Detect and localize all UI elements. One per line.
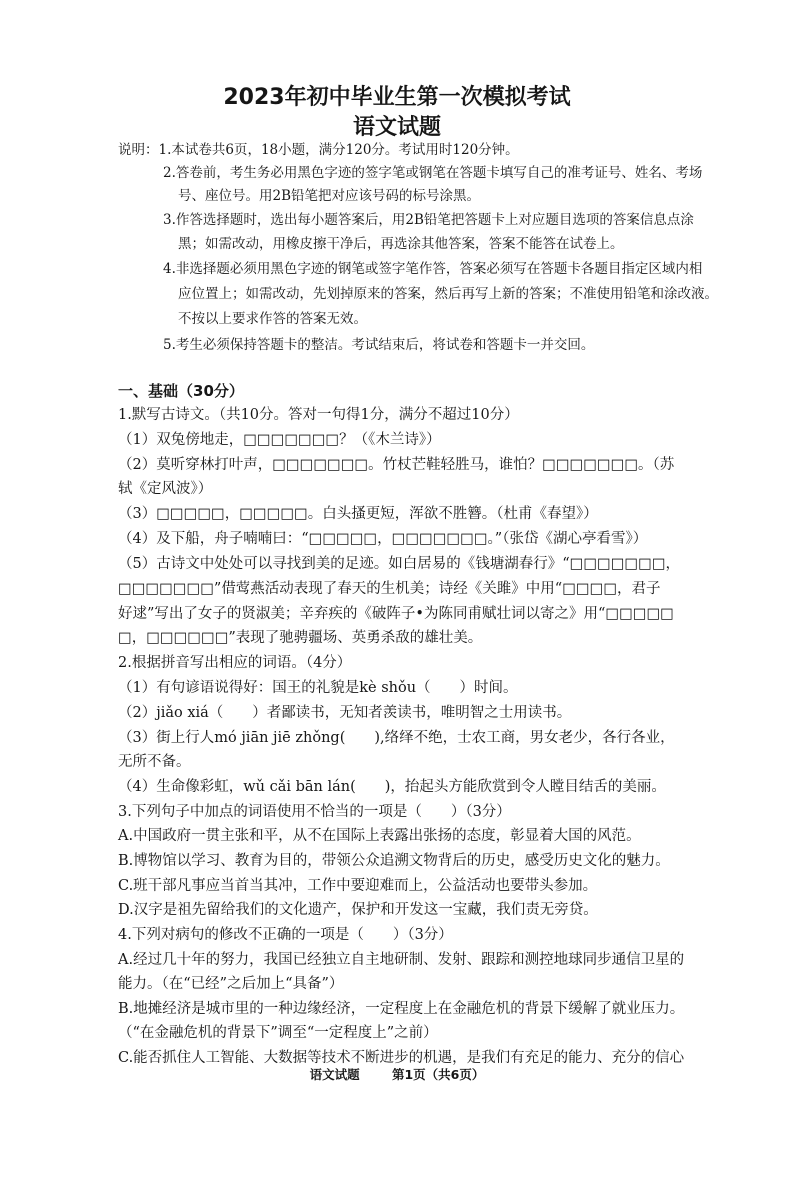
section-heading: 一、基础（30分） (118, 382, 244, 400)
instruction-line: 3.作答选择题时，选出每小题答案后，用2B铅笔把答题卡上对应题目选项的答案信息点涂 (163, 212, 694, 228)
instruction-line: 说明：1.本试卷共6页，18小题，满分120分。考试用时120分钟。 (118, 142, 519, 158)
text-line: （4）及下船，舟子喃喃曰：“□□□□□，□□□□□□□。”（张岱《湖心亭看雪》） (118, 531, 648, 547)
text-line: （2）莫听穿林打叶声，□□□□□□□。竹杖芒鞋轻胜马，谁怕？□□□□□□□。（苏 (118, 457, 675, 473)
text-line: A.中国政府一贯主张和平，从不在国际上表露出张扬的态度，彰显着大国的风范。 (118, 828, 641, 844)
exam-subtitle: 语文试题 (352, 115, 441, 140)
footer-subject: 语文试题 (309, 1067, 360, 1082)
text-line: A.经过几十年的努力，我国已经独立自主地研制、发射、跟踪和测控地球同步通信卫星的 (118, 952, 685, 968)
text-line: 能力。（在“已经”之后加上“具备”） (118, 976, 344, 992)
text-line: D.汉字是祖先留给我们的文化遗产，保护和开发这一宝藏，我们责无旁贷。 (118, 902, 598, 918)
text-line: 无所不备。 (118, 754, 191, 770)
instruction-line: 不按以上要求作答的答案无效。 (178, 311, 367, 327)
text-line: 2.根据拼音写出相应的词语。（4分） (118, 655, 352, 671)
text-line: 1.默写古诗文。（共10分。答对一句得1分，满分不超过10分） (118, 407, 519, 423)
text-line: （3）□□□□□，□□□□□。白头搔更短，浑欲不胜簪。（杜甫《春望》） (118, 506, 598, 522)
text-line: B.地摊经济是城市里的一种边缘经济，一定程度上在金融危机的背景下缓解了就业压力。 (118, 1001, 685, 1017)
text-line: （4）生命像彩虹，wǔ cǎi bān lán( )，抬起头方能欣赏到令人瞠目结舌的美丽。 (118, 779, 666, 795)
text-line: C.班干部凡事应当首当其冲，工作中要迎难而上，公益活动也要带头参加。 (118, 878, 598, 894)
instruction-line: 号、座位号。用2B铅笔把对应该号码的标号涂黑。 (178, 188, 481, 204)
text-line: 轼《定风波》） (118, 481, 213, 497)
instruction-line: 应位置上；如需改动，先划掉原来的答案，然后再写上新的答案；不准使用铅笔和涂改液。 (178, 286, 718, 302)
text-line: （1）有句谚语说得好：国王的礼貌是kè shǒu（ ）时间。 (118, 680, 518, 696)
instruction-line: 5.考生必须保持答题卡的整洁。考试结束后，将试卷和答题卡一并交回。 (163, 337, 595, 353)
exam-title: 2023年初中毕业生第一次模拟考试 (223, 85, 571, 110)
instruction-line: 2.答卷前，考生务必用黑色字迹的签字笔或钢笔在答题卡填写自己的准考证号、姓名、考场 (163, 165, 703, 181)
text-line: （2）jiǎo xiá（ ）者鄙读书，无知者羡读书，唯明智之士用读书。 (118, 705, 572, 721)
text-line: □，□□□□□□”表现了驰骋疆场、英勇杀敌的雄壮美。 (118, 630, 483, 646)
text-line: 4.下列对病句的修改不正确的一项是（ ）（3分） (118, 927, 453, 943)
text-line: （3）街上行人mó jiān jiē zhǒng( ),络绎不绝，士农工商，男女老少，各行各业， (118, 730, 675, 746)
text-line: B.博物馆以学习、教育为目的，带领公众追溯文物背后的历史，感受历史文化的魅力。 (118, 853, 670, 869)
instruction-line: 4.非选择题必须用黑色字迹的钢笔或签字笔作答，答案必须写在答题卡各题目指定区域内相 (163, 261, 703, 277)
text-line: （“在金融危机的背景下”调至“一定程度上”之前） (118, 1025, 438, 1041)
instruction-line: 黑；如需改动，用橡皮擦干净后，再选涂其他答案，答案不能答在试卷上。 (178, 236, 624, 252)
text-line: （1）双兔傍地走，□□□□□□□？（《木兰诗》） (118, 432, 441, 448)
text-line: C.能否抓住人工智能、大数据等技术不断进步的机遇，是我们有充足的能力、充分的信心 (118, 1050, 685, 1066)
footer-page-number: 第1页（共6页） (391, 1067, 485, 1082)
page-footer (0, 1065, 794, 1083)
text-line: 3.下列句子中加点的词语使用不恰当的一项是（ ）（3分） (118, 804, 511, 820)
text-line: □□□□□□□”借莺燕活动表现了春天的生机美；诗经《关雎》中用“□□□□，君子 (118, 581, 661, 597)
text-line: （5）古诗文中处处可以寻找到美的足迹。如白居易的《钱塘湖春行》“□□□□□□□， (118, 556, 681, 572)
text-line: 好逑”写出了女子的贤淑美；辛弃疾的《破阵子•为陈同甫赋壮词以寄之》用“□□□□□ (118, 606, 674, 622)
